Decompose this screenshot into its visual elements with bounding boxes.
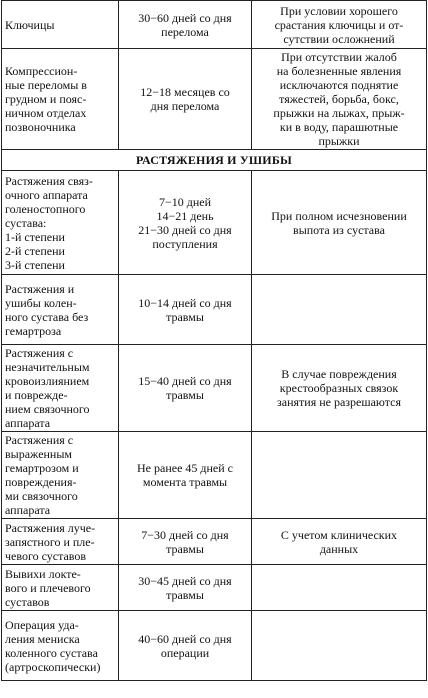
table-row (2, 565, 427, 611)
injury-cell (2, 345, 119, 432)
injury-cell-text: Компрессион- ные переломы в грудном и пояс- ничном отделах позвоночника (5, 64, 87, 134)
term-cell-text: 12−18 месяцев со дня перелома (140, 85, 230, 113)
term-cell-text: 15−40 дней со дня травмы (138, 374, 232, 402)
note-cell (252, 345, 427, 432)
term-cell-text: 30−45 дней со дня травмы (138, 573, 232, 602)
note-cell-text: При отсутствии жалоб на болезненные явления исключаются поднятие тяжестей, борьба, бокс, прыжки на лыжах, прыж- ки в воду, парашютные прыжки (273, 50, 405, 148)
injury-cell (2, 565, 119, 611)
section-header (2, 150, 427, 171)
injury-cell (2, 171, 119, 275)
table-row (2, 345, 427, 432)
note-cell (252, 171, 427, 275)
note-cell (252, 611, 427, 681)
table-row (2, 1, 427, 49)
injury-cell-text: Операция уда- ления мениска коленного сустава (артроскопически) (5, 617, 101, 674)
note-cell-text: При полном исчезновении выпота из сустава (271, 208, 407, 237)
injury-cell (2, 1, 119, 49)
term-cell (119, 432, 252, 519)
term-cell-text: 10−14 дней со дня травмы (138, 295, 232, 324)
document-page (1, 0, 426, 681)
term-cell (119, 171, 252, 275)
note-cell-text: С учетом клинических данных (280, 527, 398, 556)
term-cell (119, 275, 252, 345)
term-cell (119, 519, 252, 565)
term-cell-text: 7−30 дней со дня травмы (141, 527, 229, 556)
note-cell (252, 565, 427, 611)
term-cell (119, 49, 252, 150)
note-cell (252, 275, 427, 345)
section-row (2, 150, 427, 171)
note-cell (252, 49, 427, 150)
term-cell (119, 1, 252, 49)
injury-cell (2, 432, 119, 519)
recovery-terms-table (1, 0, 427, 681)
injury-cell (2, 275, 119, 345)
note-cell (252, 1, 427, 49)
term-cell (119, 345, 252, 432)
term-cell (119, 611, 252, 681)
note-cell (252, 432, 427, 519)
note-cell-text: При условии хорошего срастания ключицы и от- сутствии осложнений (274, 3, 404, 46)
table-row (2, 519, 427, 565)
table-row (2, 611, 427, 681)
injury-cell-text: Вывихи локте- вого и плечевого суставов (5, 566, 91, 609)
injury-cell-text: Растяжения с незначительным кровоизлиянием и поврежде- нием связочного аппарата (5, 346, 90, 430)
table-body-bottom (2, 171, 427, 681)
injury-cell-text: Ключицы (5, 17, 55, 32)
injury-cell (2, 611, 119, 681)
injury-cell (2, 519, 119, 565)
term-cell-text: 7−10 дней 14−21 день 21−30 дней со дня поступления (138, 194, 232, 251)
table-row (2, 432, 427, 519)
term-cell-text: 30−60 дней со дня перелома (138, 10, 232, 39)
note-cell-text: В случае повреждения крестообразных связок занятия не разрешаются (277, 367, 401, 409)
table-row (2, 275, 427, 345)
term-cell (119, 565, 252, 611)
injury-cell-text: Растяжения луче- запястного и пле- чевого суставов (5, 520, 96, 563)
injury-cell-text: Растяжения с выраженным гемартрозом и повреждения- ми связочного аппарата (5, 433, 79, 517)
table-row (2, 49, 427, 150)
note-cell (252, 519, 427, 565)
injury-cell-text: Растяжения и ушибы колен- ного сустава без гемартроза (5, 281, 89, 338)
table-body-top (2, 1, 427, 150)
injury-cell (2, 49, 119, 150)
term-cell-text: 40−60 дней со дня операции (138, 631, 232, 660)
section-title: РАСТЯЖЕНИЯ И УШИБЫ (2, 150, 427, 171)
table-row (2, 171, 427, 275)
term-cell-text: Не ранее 45 дней с момента травмы (137, 461, 233, 489)
injury-cell-text: Растяжения связ- очного аппарата голеностопного сустава: 1-й степени 2-й степени 3-й степени (5, 173, 93, 272)
